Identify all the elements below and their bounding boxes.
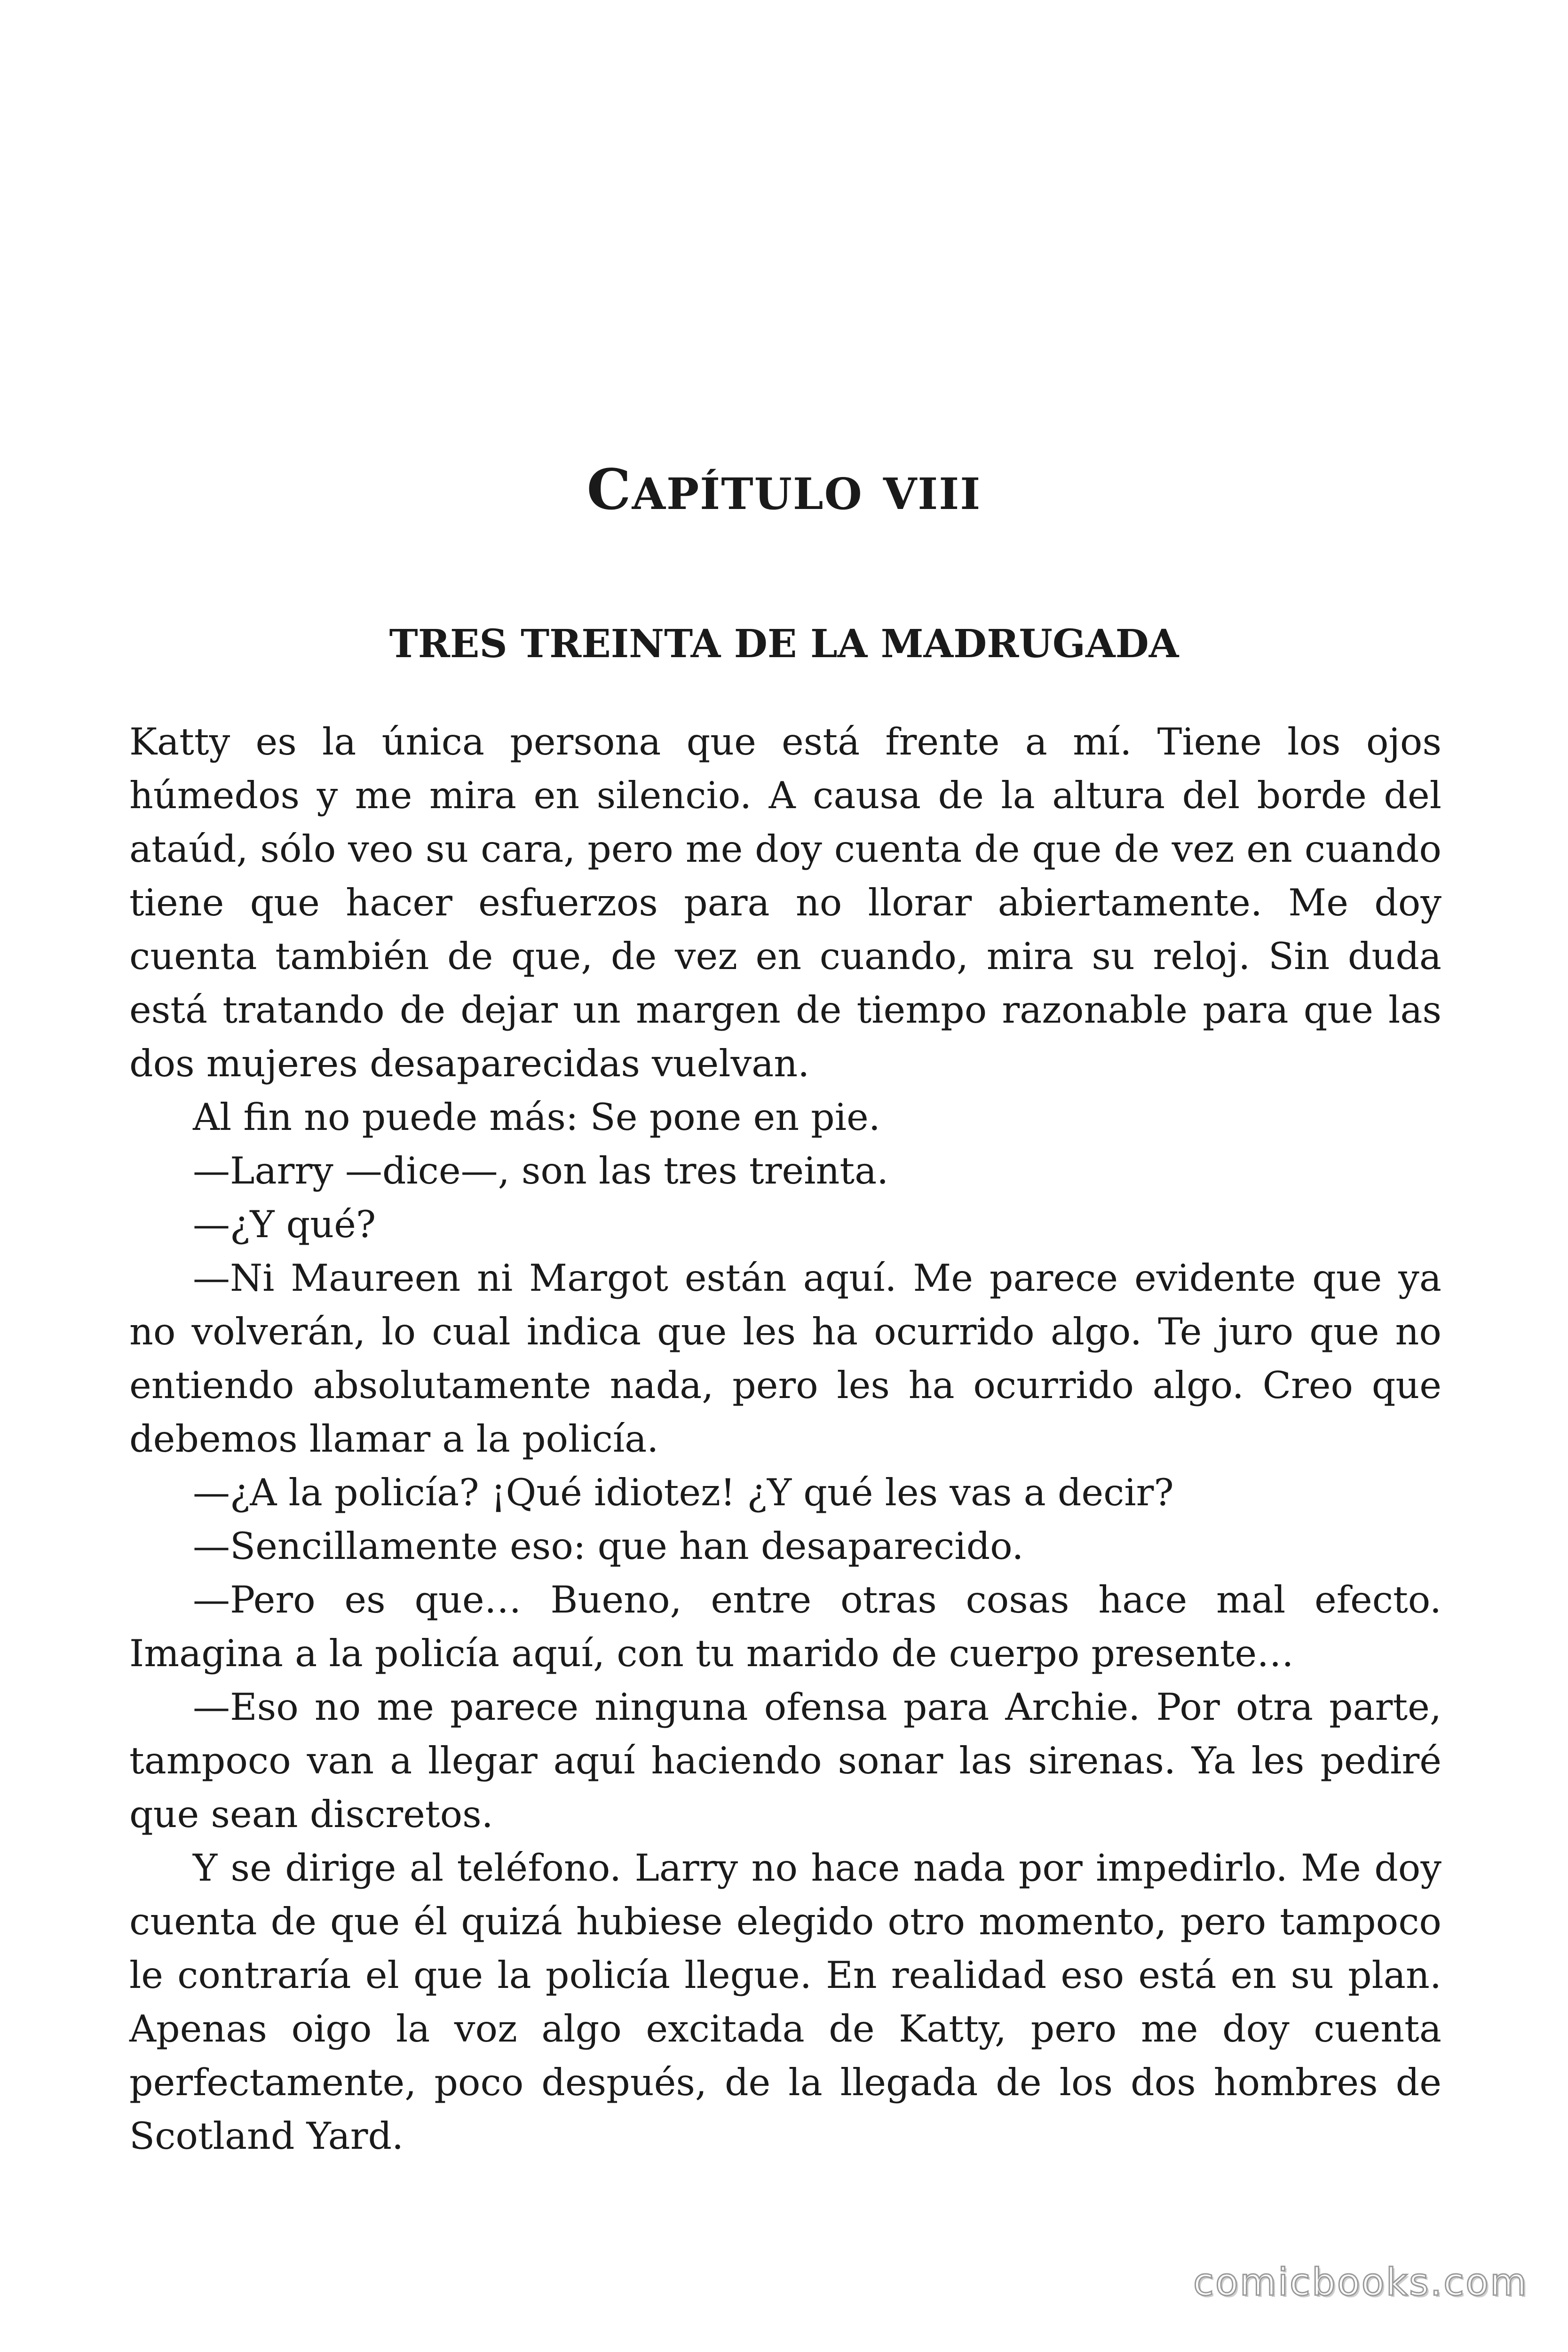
chapter-title-initial: C: [586, 457, 632, 522]
paragraph: —Pero es que… Bueno, entre otras cosas hace mal efecto. Imagina a la policía aquí, con tu marido de cuerpo presente…: [129, 1578, 1441, 1675]
paragraph: Katty es la única persona que está frente a mí. Tiene los ojos húmedos y me mira en silencio. A causa de la altura del borde del ataúd, sólo veo su cara, pero me doy cuenta de que de vez en cuando tiene que hacer esfuerzos para no llorar abiertamente. Me doy cuenta también de que, de vez en cuando, mira su reloj. Sin duda está tratando de dejar un margen de tiempo razonable para que las dos mujeres desaparecidas vuelvan.: [129, 720, 1441, 1085]
chapter-numeral: VIII: [883, 469, 982, 519]
paragraph: —Eso no me parece ninguna ofensa para Archie. Por otra parte, tampoco van a llegar aquí haciendo sonar las sirenas. Ya les pediré que sean discretos.: [129, 1685, 1441, 1836]
paragraph: —¿A la policía? ¡Qué idiotez! ¿Y qué les vas a decir?: [193, 1471, 1174, 1514]
chapter-body: [129, 715, 1441, 2163]
paragraph: —Sencillamente eso: que han desaparecido.: [193, 1525, 1024, 1568]
watermark: comicbooks.com: [1193, 2260, 1528, 2304]
paragraph: —Ni Maureen ni Margot están aquí. Me parece evidente que ya no volverán, lo cual indica que les ha ocurrido algo. Te juro que no entiendo absolutamente nada, pero les ha ocurrido algo. Creo que debemos llamar a la policía.: [129, 1256, 1441, 1461]
paragraph: Al fin no puede más: Se pone en pie.: [193, 1096, 880, 1139]
chapter-subtitle: TRES TREINTA DE LA MADRUGADA: [389, 621, 1179, 667]
paragraph: Y se dirige al teléfono. Larry no hace nada por impedirlo. Me doy cuenta de que él quizá hubiese elegido otro momento, pero tampoco le contraría el que la policía llegue. En realidad eso está en su plan. Apenas oigo la voz algo excitada de Katty, pero me doy cuenta perfectamente, poco después, de la llegada de los dos hombres de Scotland Yard.: [129, 1846, 1441, 2158]
paragraph: —¿Y qué?: [193, 1203, 376, 1246]
chapter-title: [0, 456, 1568, 523]
paragraph: —Larry —dice—, son las tres treinta.: [193, 1149, 889, 1192]
chapter-title-word: APÍTULO: [632, 469, 863, 519]
